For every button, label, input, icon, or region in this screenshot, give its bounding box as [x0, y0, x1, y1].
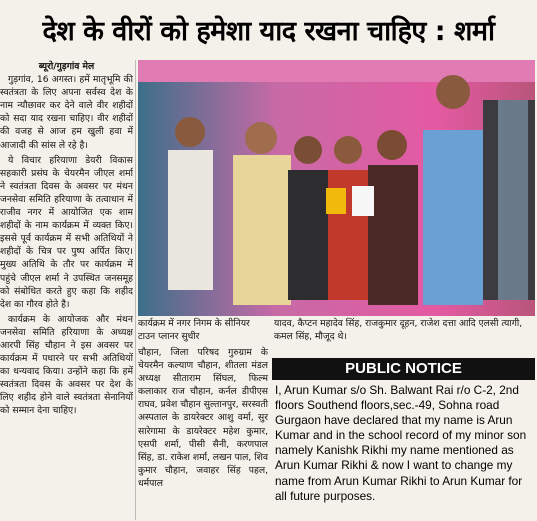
public-notice-title: PUBLIC NOTICE [272, 358, 535, 380]
event-photo-illustration [138, 60, 535, 316]
public-notice-body: I, Arun Kumar s/o Sh. Balwant Rai r/o C-2, 2nd floors Southend floors,sec.-49, Sohna road Gurgaon have declared that my name is Arun Kumar and in the school record of my minor son namely Kanishk Rikhi my name mentioned as Arun Kumar Rikhi & now I want to change my name from Arun Kumar Rikhi to Arun Kumar for all future purposes. [275, 383, 527, 503]
paragraph-3: कार्यक्रम के आयोजक और मंथन जनसेवा समिति हरियाणा के अध्यक्ष आरपी सिंह चौहान ने इस अवसर पर कार्यक्रम में पधारने पर सभी अतिथियों का धन्यवाद किया। उन्होंने कहा कि हमें स्वतंत्रता दिवस के अवसर पर देश के लिए शहीद होने वाले स्वतंत्रता सेनानियों को सम्मान देना चाहिए। [0, 313, 133, 417]
article-column [0, 60, 133, 521]
headline: देश के वीरों को हमेशा याद रखना चाहिए : शर्मा [42, 15, 495, 47]
public-notice [272, 358, 535, 520]
dateline: ब्यूरो/गुड़गांव मेल [38, 61, 95, 72]
event-photo [138, 60, 535, 316]
column-divider [135, 60, 136, 520]
photo-caption-right: यादव, कैप्टन महादेव सिंह, राजकुमार दूहन, राजेश दत्ता आदि एलसी त्यागी, कमल सिंह, मौजूद थे। [274, 318, 523, 342]
photo-caption-top: कार्यक्रम में नगर निगम के सीनियर टाउन प्लानर सुधीर [138, 318, 250, 342]
photo-caption-left: चौहान, जिला परिषद गुरुग्राम के चेयरमैन कल्याण चौहान, शीतला मंडल अध्यक्ष सीताराम सिंघल, फिल्म कलाकार राज चौहान, कर्नल डीपीएस राघव, प्रवेश चौहान सुल्तानपुर, सरस्वती अस्पताल के डायरेक्टर आशु वर्मा, सुर सारेगामा के डायरेक्टर महेश कुमार, एसपी शर्मा, पीसी सैनी, करणपाल सिंह, डा. राकेश शर्मा, लखन पाल, शिव कुमार चौहान, जवाहर सिंह पहल, धर्मपाल [138, 347, 268, 489]
paragraph-1: गुड़गांव, 16 अगस्त। हमें मातृभूमि की स्वतंत्रता के लिए अपना सर्वस्व देश के नाम न्यौछावर कर देने वाले वीर शहीदों को सदा याद रखना चाहिए। वीर शहीदों की वजह से आज हम खुली हवा में आजादी की सांस ले रहे है। [0, 74, 133, 151]
paragraph-2: ये विचार हरियाणा डेयरी विकास सहकारी प्रसंघ के चेयरमैन जीएल शर्मा ने स्वतंत्रता दिवस के अवसर पर मंथन जनसेवा समिति हरियाणा के तत्वाधान में राजीव नगर में आयोजित एक शाम शहीदों के नाम कार्यक्रम में व्यक्त किए। इससे पूर्व कार्यक्रम में सभी अतिथियों ने शहीदों के चित्र पर पुष्प अर्पित किए। मुख्य अतिथि के तौर पर कार्यक्रम में पहुंचे जीएल शर्मा ने उपस्थित जनसमूह को संबोधित करते हुए कहा कि शहीद देश का गौरव होते है। [0, 154, 133, 310]
